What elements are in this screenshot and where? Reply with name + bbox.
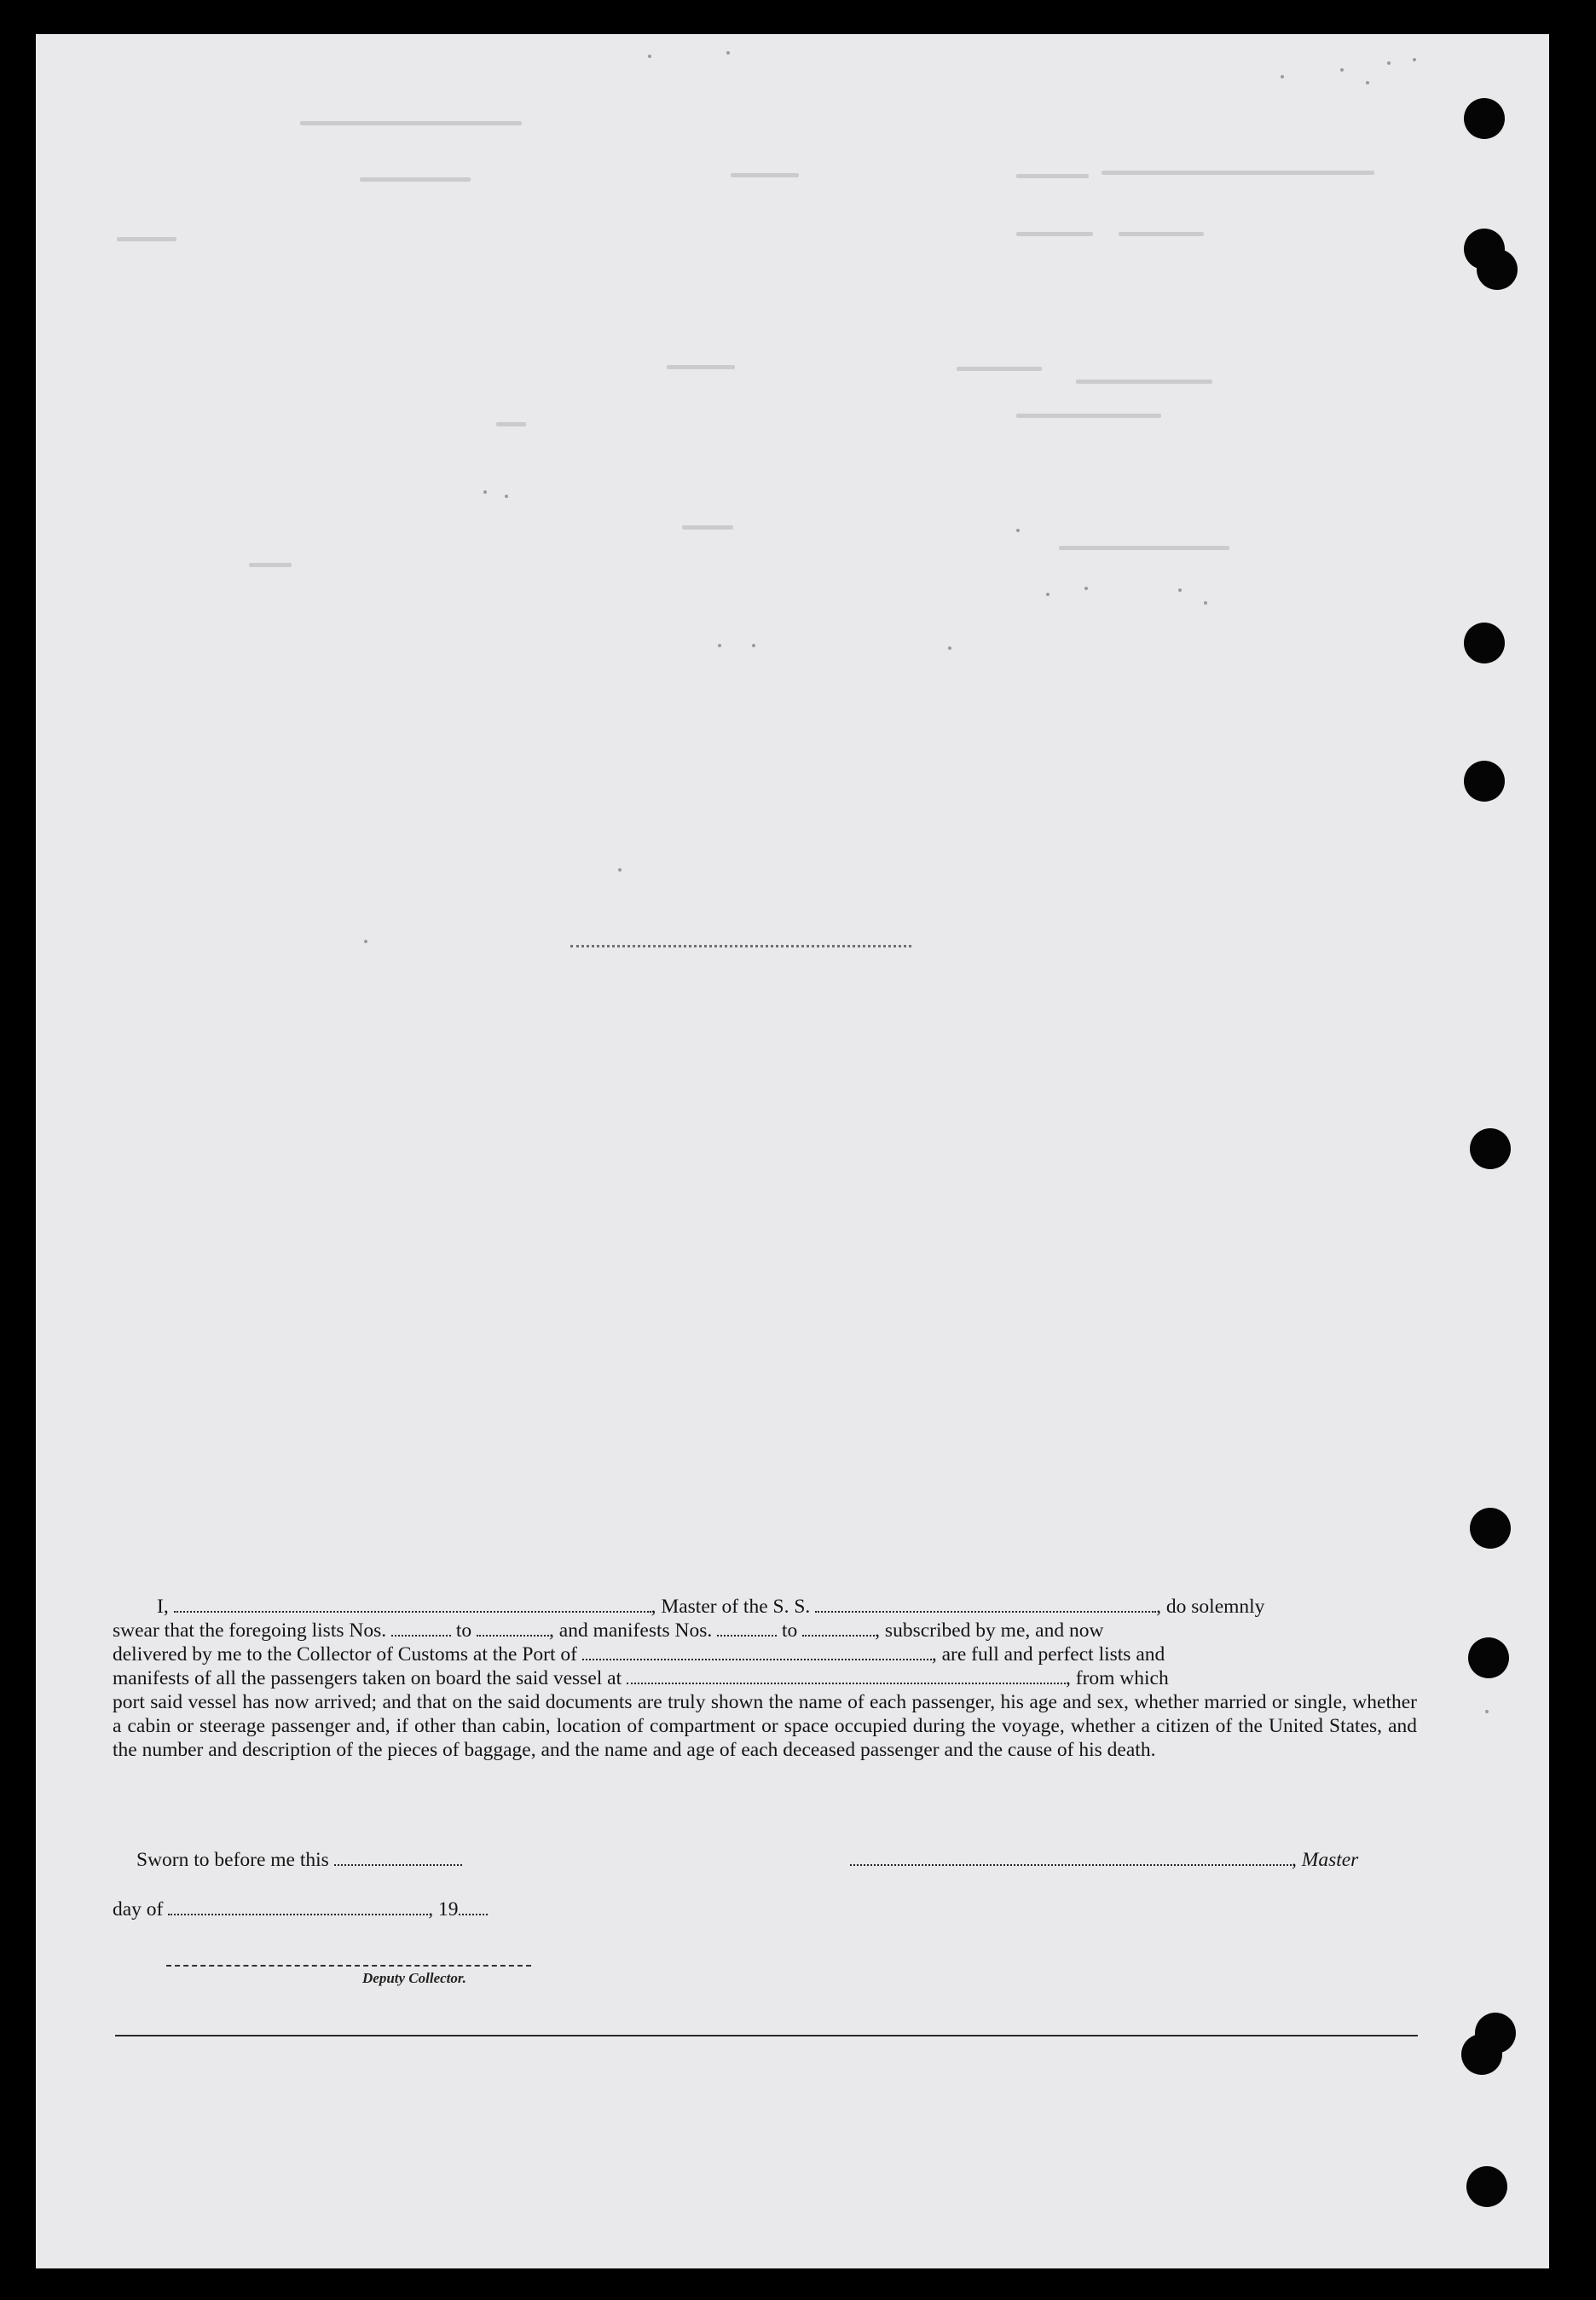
- bottom-rule: [115, 2035, 1418, 2036]
- manifest-back-page: [36, 34, 1549, 2268]
- master-label: , Master: [1292, 1849, 1359, 1871]
- punch-hole: [1461, 2034, 1502, 2075]
- punch-hole: [1468, 1637, 1509, 1678]
- punch-hole: [1470, 1508, 1511, 1549]
- manifest-to-blank: [802, 1619, 875, 1637]
- speck: [483, 490, 487, 494]
- speck: [1485, 1710, 1489, 1713]
- bleed-through-mark: [1102, 171, 1374, 175]
- oath-text: swear that the foregoing lists Nos.: [113, 1619, 387, 1642]
- punch-hole: [1477, 249, 1518, 290]
- master-name-blank: [174, 1596, 651, 1613]
- speck: [1084, 587, 1088, 590]
- oath-text: to: [782, 1619, 798, 1642]
- speck: [1046, 593, 1050, 596]
- sworn-date-blank: [334, 1849, 462, 1866]
- punch-hole: [1464, 98, 1505, 139]
- speck: [1178, 588, 1182, 592]
- master-signature-blank: [850, 1849, 1292, 1866]
- list-to-blank: [477, 1619, 549, 1637]
- ship-name-blank: [815, 1596, 1156, 1613]
- deputy-signature-line: [166, 1965, 531, 1967]
- punch-hole: [1466, 2166, 1507, 2207]
- oath-line: [113, 1595, 1417, 1619]
- manifest-from-blank: [717, 1619, 777, 1637]
- month-blank: [168, 1898, 428, 1915]
- bleed-through-mark: [731, 173, 799, 177]
- punch-hole: [1470, 1128, 1511, 1169]
- bleed-through-mark: [300, 121, 522, 125]
- oath-line: [113, 1642, 1417, 1666]
- oath-text: manifests of all the passengers taken on board the said vessel at: [113, 1667, 622, 1689]
- year-blank: [459, 1898, 488, 1915]
- bleed-through-mark: [360, 177, 471, 182]
- speck: [948, 646, 951, 650]
- bleed-through-mark: [1119, 232, 1204, 236]
- list-from-blank: [391, 1619, 451, 1637]
- bleed-through-mark: [667, 365, 735, 369]
- dotted-separator: [570, 945, 911, 947]
- master-signature-line: [850, 1849, 1358, 1872]
- bleed-through-mark: [249, 563, 292, 567]
- departure-port-blank: [627, 1667, 1066, 1684]
- bleed-through-mark: [496, 422, 526, 426]
- oath-text: , Master of the S. S.: [651, 1596, 811, 1618]
- speck: [505, 495, 508, 498]
- port-blank: [582, 1643, 932, 1660]
- speck: [1281, 75, 1284, 78]
- bleed-through-mark: [117, 237, 176, 241]
- speck: [1413, 58, 1416, 61]
- oath-text: I,: [157, 1596, 169, 1618]
- oath-text: , from which: [1066, 1667, 1169, 1689]
- deputy-collector-label: Deputy Collector.: [362, 1970, 466, 1986]
- speck: [718, 644, 721, 647]
- speck: [618, 868, 622, 872]
- day-of-label: day of: [113, 1898, 164, 1921]
- speck: [1366, 81, 1369, 84]
- year-label: , 19: [428, 1898, 459, 1921]
- oath-line: [113, 1619, 1417, 1642]
- bleed-through-mark: [682, 525, 733, 530]
- oath-text: port said vessel has now arrived; and that on the said documents are truly shown the name of each passenger, his age and sex, whether married or single, whether a cabin or steerage passenger and, if other than cabin, location of compartment or space occupied during the voyage, whether a citizen of the United States, and the number and description of the pieces of baggage, and the name and age of each deceased passenger and the cause of his death.: [113, 1691, 1417, 1761]
- punch-hole: [1464, 623, 1505, 663]
- speck: [364, 940, 367, 943]
- oath-text: , and manifests Nos.: [549, 1619, 713, 1642]
- oath-text: , do solemnly: [1156, 1596, 1265, 1618]
- sworn-label: Sworn to before me this: [136, 1849, 329, 1871]
- master-oath: [113, 1595, 1417, 1762]
- speck: [1016, 529, 1020, 532]
- oath-line: [113, 1666, 1417, 1690]
- bleed-through-mark: [1076, 379, 1212, 384]
- sworn-line: [136, 1849, 462, 1872]
- day-of-line: [113, 1898, 488, 1921]
- speck: [1340, 68, 1344, 72]
- oath-text: delivered by me to the Collector of Customs at the Port of: [113, 1643, 577, 1666]
- oath-text: , are full and perfect lists and: [931, 1643, 1165, 1666]
- oath-text: to: [455, 1619, 472, 1642]
- speck: [752, 644, 755, 647]
- speck: [648, 55, 651, 58]
- bleed-through-mark: [1016, 174, 1089, 178]
- speck: [726, 51, 730, 55]
- bleed-through-mark: [1059, 546, 1229, 550]
- speck: [1387, 61, 1391, 65]
- punch-hole: [1464, 761, 1505, 802]
- bleed-through-mark: [1016, 232, 1093, 236]
- bleed-through-mark: [1016, 414, 1161, 418]
- bleed-through-mark: [957, 367, 1042, 371]
- oath-text: , subscribed by me, and now: [875, 1619, 1104, 1642]
- speck: [1204, 601, 1207, 605]
